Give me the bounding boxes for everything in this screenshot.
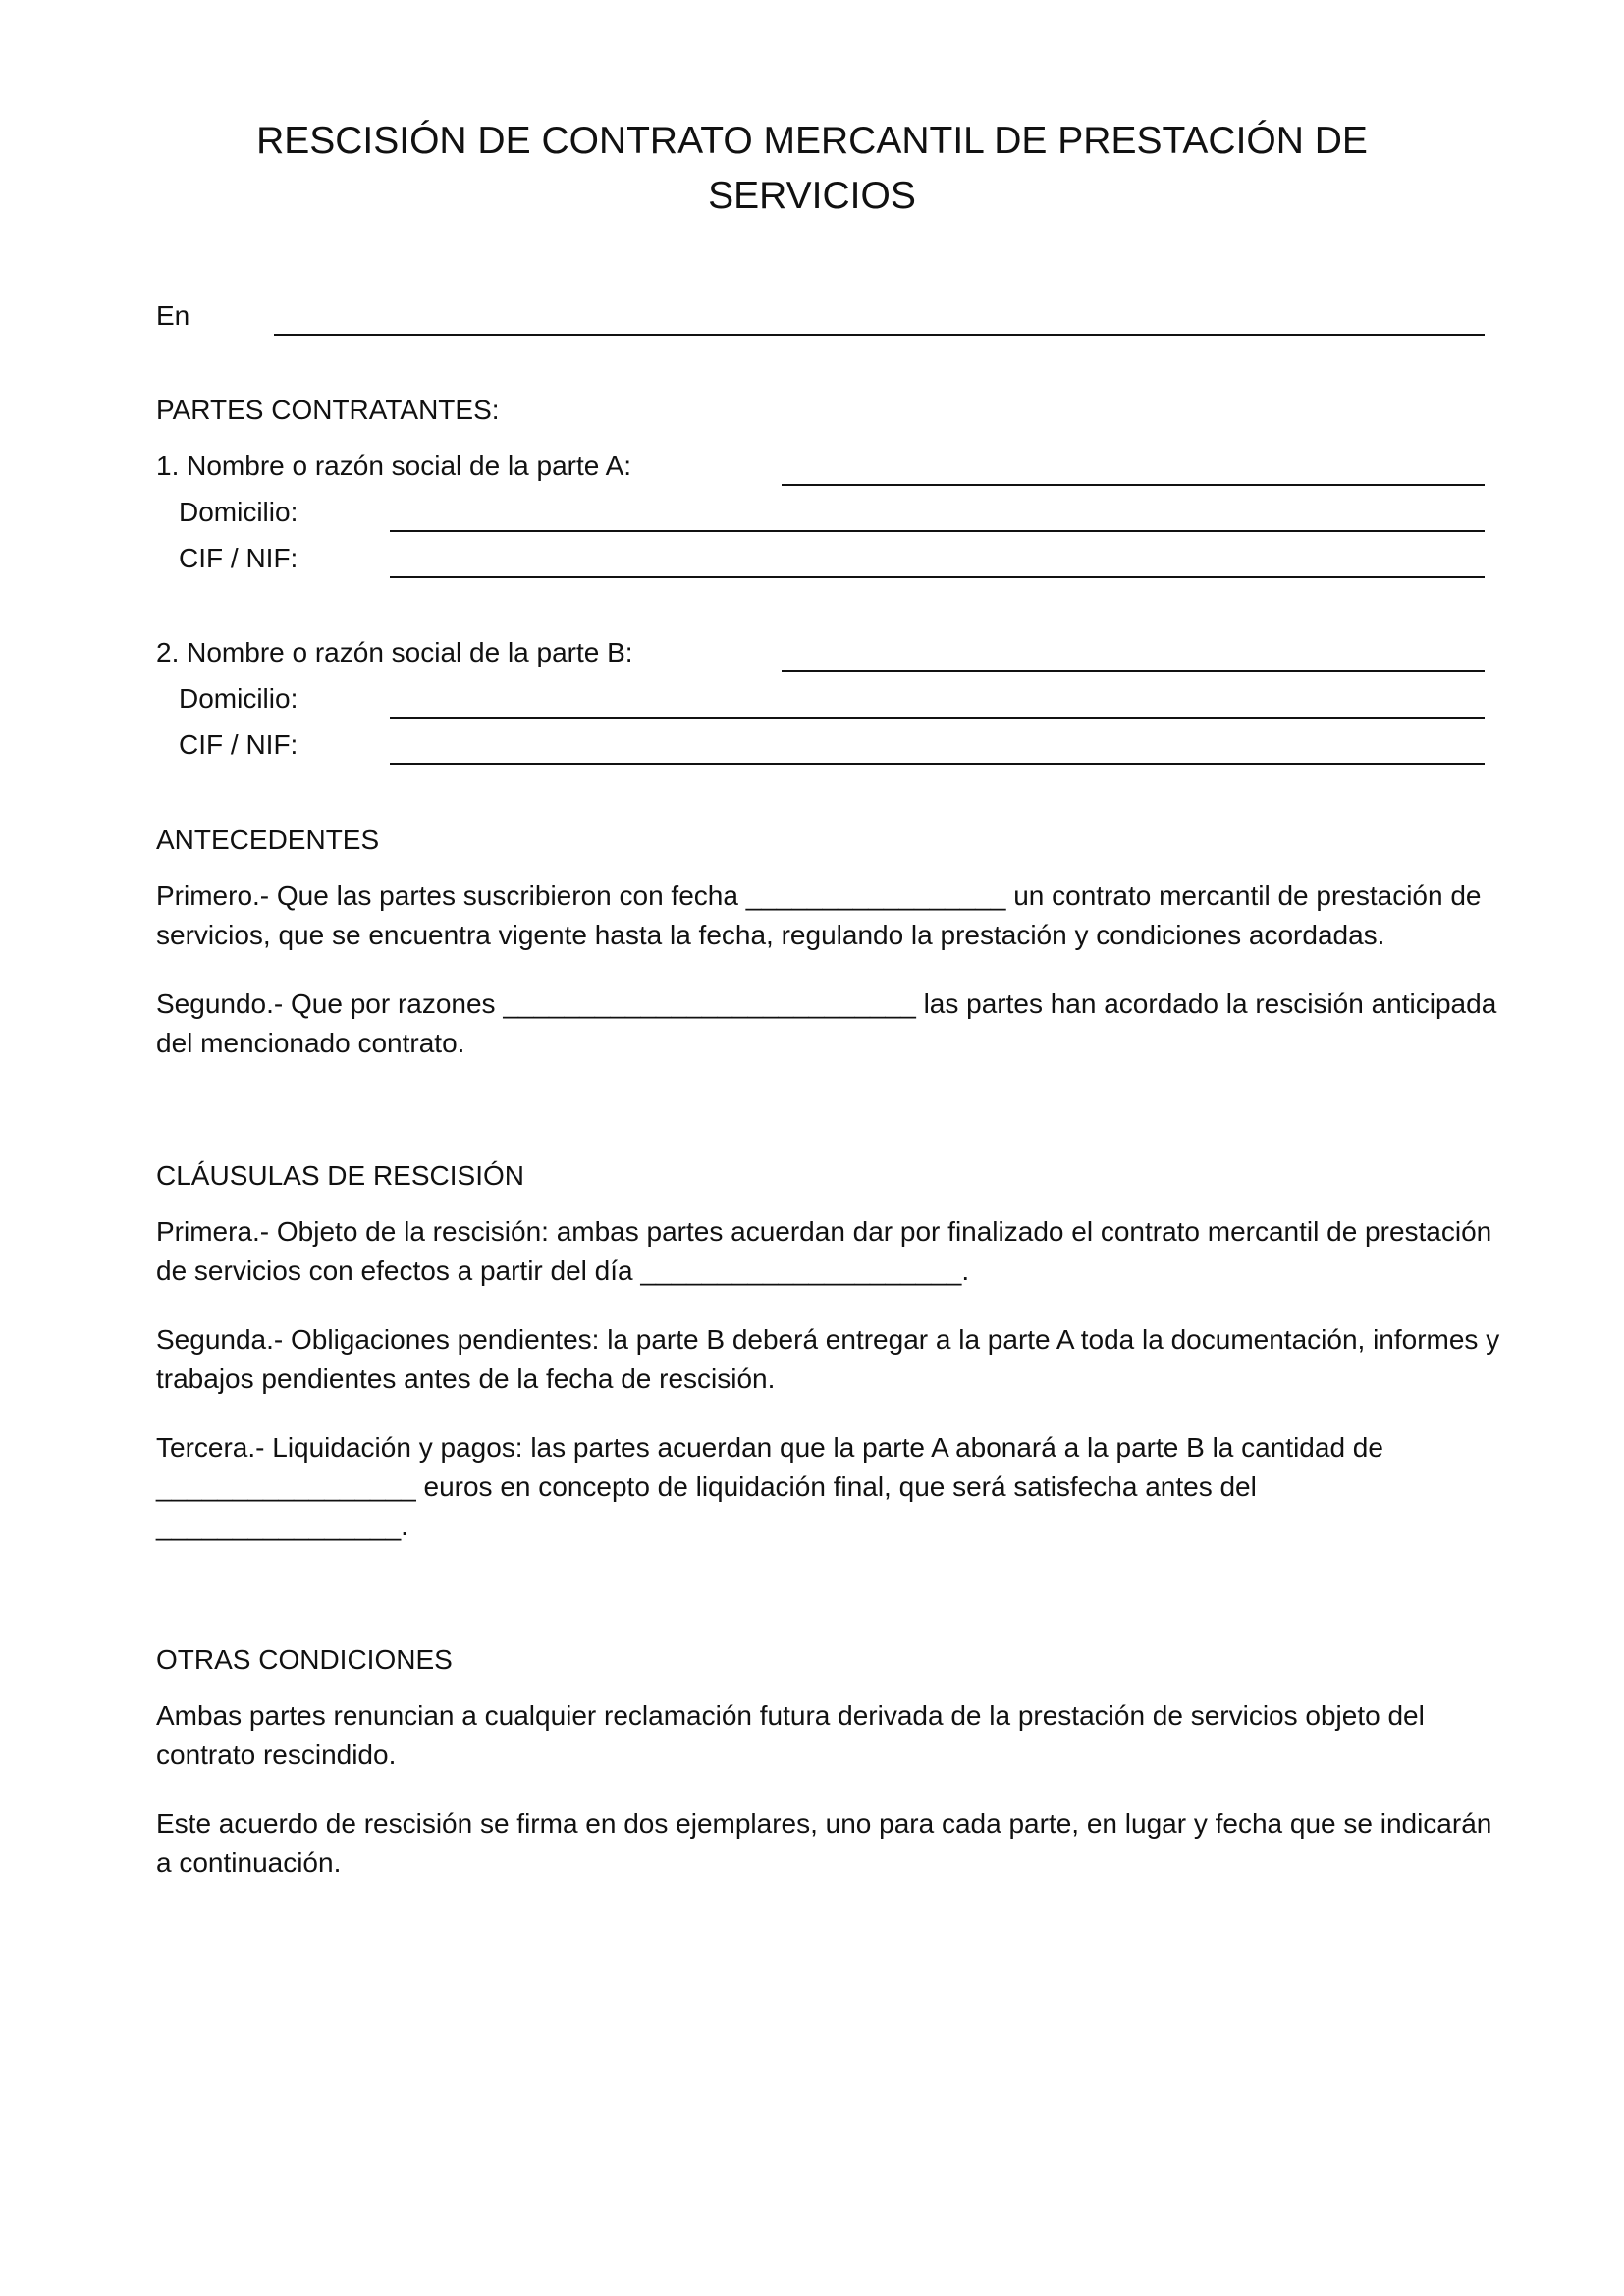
document-title: RESCISIÓN DE CONTRATO MERCANTIL DE PRESTACIÓN DE SERVICIOS bbox=[256, 120, 1368, 217]
clauses-heading: CLÁUSULAS DE RESCISIÓN bbox=[156, 1160, 524, 1191]
clause-second-paragraph: Segunda.- Obligaciones pendientes: la parte B deberá entregar a la parte A toda la documentación, informes y trabajos pendientes antes de la fecha de rescisión. bbox=[156, 1324, 1500, 1394]
clause-third-line-2: _________________ euros en concepto de liquidación final, que será satisfecha antes del bbox=[156, 1471, 1257, 1502]
place-label: En bbox=[156, 300, 190, 331]
party-b-id-field-line[interactable] bbox=[390, 763, 1485, 765]
clause-third-line-3: ________________. bbox=[156, 1511, 408, 1541]
clause-third-line-1: Tercera.- Liquidación y pagos: las partes acuerdan que la parte A abonará a la parte B la cantidad de bbox=[156, 1432, 1383, 1463]
party-a-name-label: 1. Nombre o razón social de la parte A: bbox=[156, 451, 632, 481]
clause-third-paragraph bbox=[156, 1428, 1511, 1546]
party-a-name-field-line[interactable] bbox=[782, 484, 1485, 486]
clause-first-paragraph: Primera.- Objeto de la rescisión: ambas partes acuerdan dar por finalizado el contrato mercantil de prestación de servicios con efectos a partir del día _____________________. bbox=[156, 1216, 1492, 1286]
party-a-address-label: Domicilio: bbox=[179, 497, 298, 527]
party-b-address-field-line[interactable] bbox=[390, 717, 1485, 719]
other-first-paragraph: Ambas partes renuncian a cualquier reclamación futura derivada de la prestación de servicios objeto del contrato rescindido. bbox=[156, 1700, 1425, 1770]
party-b-id-label: CIF / NIF: bbox=[179, 729, 298, 760]
party-b-address-label: Domicilio: bbox=[179, 683, 298, 714]
background-heading: ANTECEDENTES bbox=[156, 825, 380, 855]
party-a-address-field-line[interactable] bbox=[390, 530, 1485, 532]
party-a-id-field-line[interactable] bbox=[390, 576, 1485, 578]
other-conditions-heading: OTRAS CONDICIONES bbox=[156, 1644, 453, 1675]
party-b-name-label: 2. Nombre o razón social de la parte B: bbox=[156, 637, 633, 667]
party-b-name-field-line[interactable] bbox=[782, 670, 1485, 672]
other-second-paragraph: Este acuerdo de rescisión se firma en dos ejemplares, uno para cada parte, en lugar y fecha que se indicarán a continuación. bbox=[156, 1808, 1492, 1878]
party-a-id-label: CIF / NIF: bbox=[179, 543, 298, 573]
background-second-paragraph: Segundo.- Que por razones ___________________________ las partes han acordado la rescisión anticipada del mencionado contrato. bbox=[156, 988, 1497, 1058]
parties-heading: PARTES CONTRATANTES: bbox=[156, 395, 500, 425]
background-first-paragraph: Primero.- Que las partes suscribieron con fecha _________________ un contrato mercantil de prestación de servicios, que se encuentra vigente hasta la fecha, regulando la prestación y condiciones acordadas. bbox=[156, 881, 1482, 950]
place-field-line[interactable] bbox=[274, 334, 1485, 336]
